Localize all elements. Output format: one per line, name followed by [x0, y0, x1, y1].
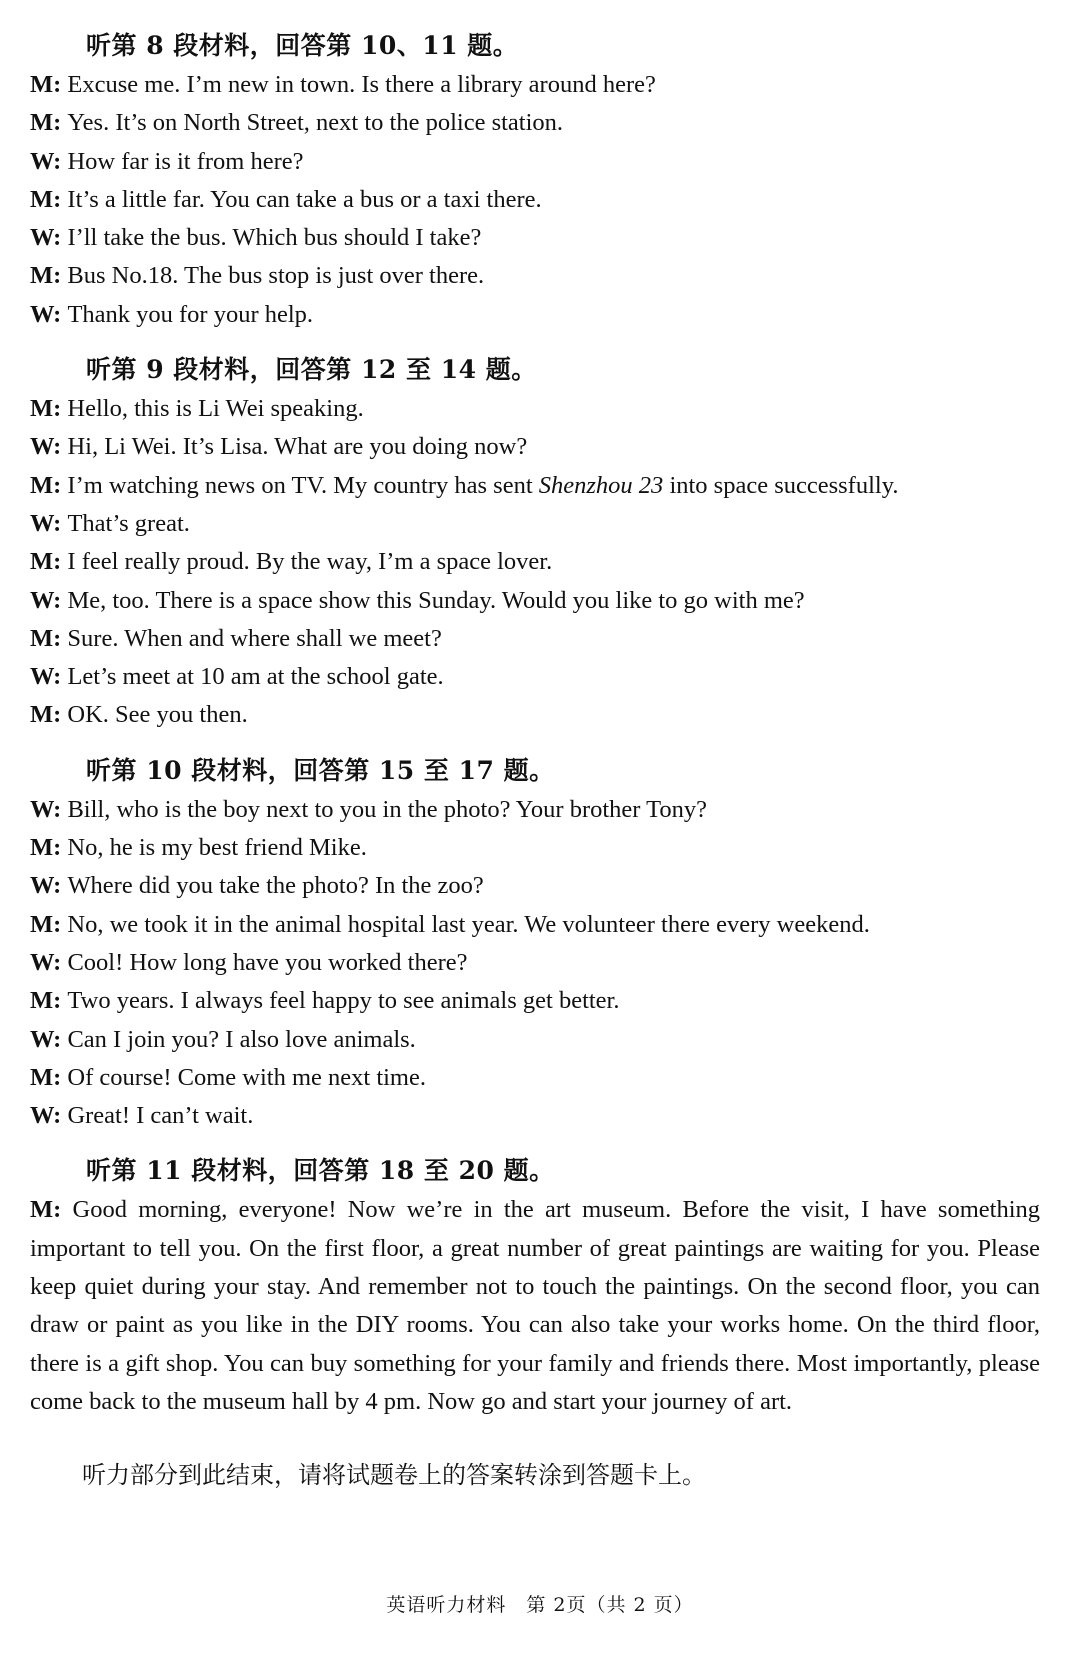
speaker-label: W: [30, 1025, 62, 1053]
speaker-label: M: [30, 701, 62, 729]
line-text: Two years. I always feel happy to see animals get better. [67, 987, 620, 1015]
speaker-label: M: [30, 1196, 62, 1224]
speaker-label: W: [30, 224, 62, 252]
speaker-label: W: [30, 147, 62, 175]
monologue-text: Good morning, everyone! Now we’re in the art museum. Before the visit, I have something important to tell you. On the first floor, a great number of great paintings are waiting for you. Please keep quiet during your stay. And remember not to touch the paintings. On the second floor, you can draw or paint as you like in the DIY rooms. You can also take your works home. On the third floor, there is a gift shop. You can buy something for your family and friends there. Most importantly, please come back to the museum hall by 4 pm. Now go and start your journey of art. [30, 1196, 1041, 1415]
line-text: Let’s meet at 10 am at the school gate. [67, 663, 444, 691]
speaker-label: W: [30, 433, 62, 461]
line-text: Cool! How long have you worked there? [67, 948, 468, 976]
dialogue-line [30, 66, 1040, 104]
speaker-label: W: [30, 586, 62, 614]
speaker-label: W: [30, 509, 62, 537]
dialogue-line [30, 982, 1040, 1020]
spacecraft-name: Shenzhou 23 [538, 471, 664, 499]
line-text: Great! I can’t wait. [67, 1102, 254, 1130]
line-text: I’m watching news on TV. My country has sent [67, 471, 533, 499]
dialogue-line [30, 467, 1040, 505]
dialogue-line [30, 620, 1040, 658]
line-text: Me, too. There is a space show this Sunday. Would you like to go with me? [67, 586, 805, 614]
dialogue-line [30, 543, 1040, 581]
dialogue-line [30, 428, 1040, 466]
speaker-label: M: [30, 910, 62, 938]
speaker-label: M: [30, 987, 62, 1015]
line-text: No, he is my best friend Mike. [67, 834, 367, 862]
line-text: Yes. It’s on North Street, next to the police station. [67, 109, 564, 137]
speaker-label: W: [30, 300, 62, 328]
speaker-label: M: [30, 548, 62, 576]
speaker-label: W: [30, 1102, 62, 1130]
line-text: I’ll take the bus. Which bus should I take? [67, 224, 482, 252]
section-heading: 听第 9 段材料，回答第 12 至 14 题。 [86, 355, 537, 385]
dialogue-line [30, 829, 1040, 867]
speaker-label: M: [30, 109, 62, 137]
dialogue-line [30, 181, 1040, 219]
line-text: No, we took it in the animal hospital last year. We volunteer there every weekend. [67, 910, 870, 938]
section-11 [30, 1151, 1040, 1421]
dialogue-line [30, 296, 1040, 334]
dialogue-line [30, 143, 1040, 181]
section-heading: 听第 8 段材料，回答第 10、11 题。 [86, 31, 519, 60]
ending-note: 听力部分到此结束，请将试题卷上的答案转涂到答题卡上。 [82, 1461, 706, 1490]
line-text: How far is it from here? [67, 147, 304, 175]
speaker-label: M: [30, 471, 62, 499]
section-heading: 听第 11 段材料，回答第 18 至 20 题。 [86, 1156, 555, 1186]
section-8 [30, 26, 1040, 334]
speaker-label: M: [30, 395, 62, 423]
dialogue-line [30, 867, 1040, 905]
monologue-paragraph [30, 1191, 1040, 1421]
dialogue-line [30, 257, 1040, 295]
dialogue-line [30, 582, 1040, 620]
line-text: OK. See you then. [67, 701, 248, 729]
line-text: Excuse me. I’m new in town. Is there a library around here? [67, 71, 656, 98]
dialogue-line [30, 658, 1040, 696]
section-9 [30, 350, 1040, 735]
speaker-label: W: [30, 948, 62, 976]
line-text-continued: into space successfully. [669, 471, 899, 499]
dialogue-line [30, 104, 1040, 142]
line-text: Bill, who is the boy next to you in the photo? Your brother Tony? [67, 795, 707, 823]
dialogue-line [30, 1059, 1040, 1097]
dialogue-line [30, 1097, 1040, 1135]
dialogue-line [30, 390, 1040, 428]
speaker-label: M: [30, 262, 62, 290]
line-text: Sure. When and where shall we meet? [67, 624, 442, 652]
speaker-label: M: [30, 1063, 62, 1091]
line-text: Where did you take the photo? In the zoo? [67, 872, 484, 900]
line-text: Bus No.18. The bus stop is just over there. [67, 262, 485, 290]
line-text: I feel really proud. By the way, I’m a space lover. [67, 548, 553, 576]
speaker-label: M: [30, 185, 62, 213]
page-footer: 英语听力材料 第 2页（共 2 页） [386, 1594, 694, 1616]
line-text: Hello, this is Li Wei speaking. [67, 395, 364, 423]
dialogue-line [30, 219, 1040, 257]
speaker-label: M: [30, 834, 62, 862]
line-text: Can I join you? I also love animals. [67, 1025, 416, 1053]
line-text: It’s a little far. You can take a bus or a taxi there. [67, 185, 542, 213]
section-heading: 听第 10 段材料，回答第 15 至 17 题。 [86, 755, 555, 785]
section-10 [30, 751, 1040, 1136]
dialogue-line [30, 944, 1040, 982]
dialogue-line [30, 906, 1040, 944]
line-text: Of course! Come with me next time. [67, 1063, 426, 1091]
speaker-label: W: [30, 872, 62, 900]
line-text: Hi, Li Wei. It’s Lisa. What are you doing now? [67, 433, 528, 461]
speaker-label: M: [30, 624, 62, 652]
line-text: Thank you for your help. [67, 300, 314, 328]
speaker-label: W: [30, 795, 62, 823]
dialogue-line [30, 791, 1040, 829]
line-text: That’s great. [67, 509, 190, 537]
dialogue-line [30, 1021, 1040, 1059]
dialogue-line [30, 696, 1040, 734]
speaker-label: W: [30, 663, 62, 691]
document-page [30, 26, 1040, 1495]
dialogue-line [30, 505, 1040, 543]
speaker-label: M: [30, 71, 62, 98]
